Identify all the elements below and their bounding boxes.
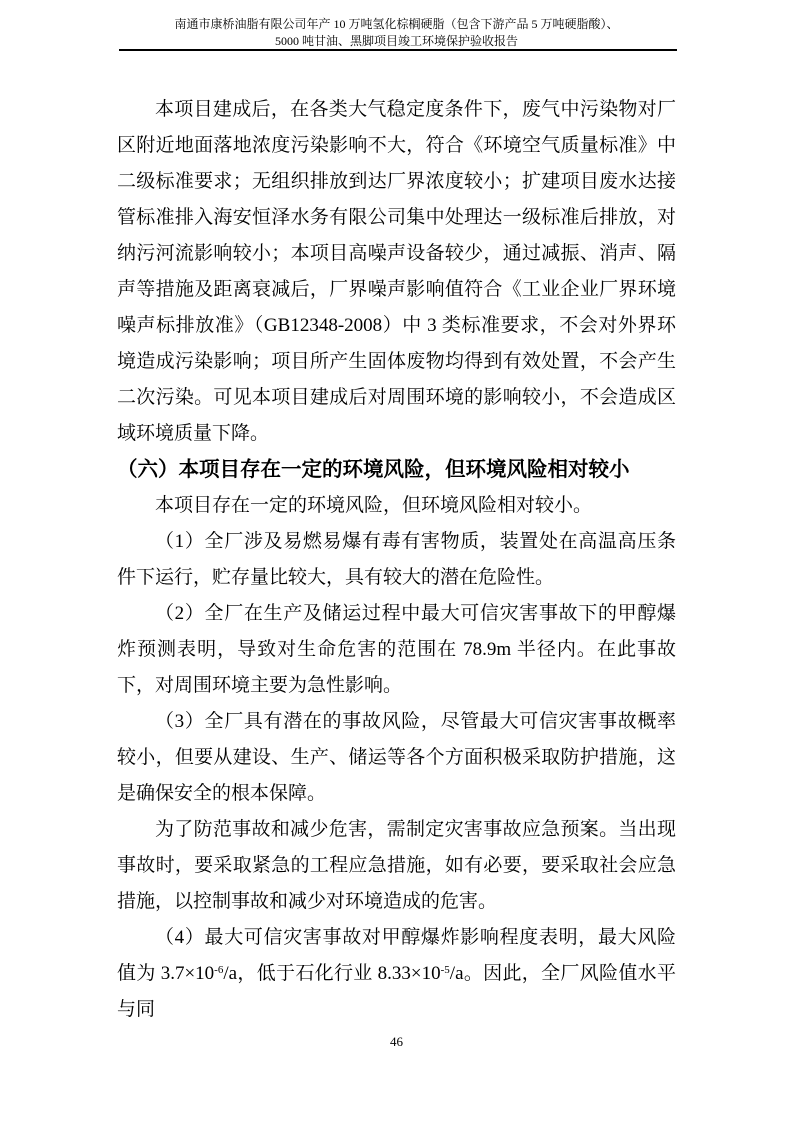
risk-value-text-1: （4）最大可信灾害事故对甲醇爆炸影响程度表明，最大风险值为 3.7×10	[117, 927, 676, 984]
paragraph-env-impact-summary: 本项目建成后，在各类大气稳定度条件下，废气中污染物对厂区附近地面落地浓度污染影响不大，符合《环境空气质量标准》中二级标准要求；无组织排放到达厂界浓度较小；扩建项目废水达接管标准排入海安恒泽水务有限公司集中处理达一级标准后排放，对纳污河流影响较小；本项目高噪声设备较少，通过减振、消声、隔声等措施及距离衰减后，厂界噪声影响值符合《工业企业厂界环境噪声标排放准》（GB12348-2008）中 3 类标准要求，不会对外界环境造成污染影响；项目所产生固体废物均得到有效处置，不会产生二次污染。可见本项目建成后对周围环境的影响较小，不会造成区域环境质量下降。	[117, 99, 676, 444]
page-header	[0, 16, 793, 50]
paragraph-risk-item-1: （1）全厂涉及易燃易爆有毒有害物质，装置处在高温高压条件下运行，贮存量比较大，具有较大的潜在危险性。	[117, 531, 676, 588]
document-body	[117, 92, 676, 1028]
page-footer	[0, 1034, 793, 1050]
superscript-exponent-2: -5	[440, 964, 450, 976]
header-title-line1: 南通市康桥油脂有限公司年产 10 万吨氢化棕榈硬脂（包含下游产品 5 万吨硬脂酸）、	[174, 17, 619, 31]
risk-value-text-2: /a，低于石化行业 8.33×10	[223, 963, 441, 984]
paragraph-risk-item-3: （3）全厂具有潜在的事故风险，尽管最大可信灾害事故概率较小，但要从建设、生产、储运等各个方面积极采取防护措施，这是确保安全的根本保障。	[117, 711, 676, 804]
paragraph-risk-intro: 本项目存在一定的环境风险，但环境风险相对较小。	[155, 495, 593, 516]
paragraph-emergency-plan: 为了防范事故和减少危害，需制定灾害事故应急预案。当出现事故时，要采取紧急的工程应急措施，如有必要，要采取社会应急措施，以控制事故和减少对环境造成的危害。	[117, 819, 676, 912]
paragraph-risk-item-4	[117, 920, 676, 1028]
superscript-exponent-1: -6	[214, 964, 224, 976]
section-heading-six: （六）本项目存在一定的环境风险，但环境风险相对较小	[117, 458, 630, 481]
risk-value-text-3: /a。因此，全厂风险值水平与同	[117, 963, 676, 1020]
page-number: 46	[390, 1034, 403, 1049]
header-title-line2: 5000 吨甘油、黑脚项目竣工环境保护验收报告	[274, 34, 518, 48]
paragraph-risk-item-2: （2）全厂在生产及储运过程中最大可信灾害事故下的甲醇爆炸预测表明，导致对生命危害的范围在 78.9m 半径内。在此事故下，对周围环境主要为急性影响。	[117, 603, 676, 696]
header-divider	[119, 49, 677, 51]
